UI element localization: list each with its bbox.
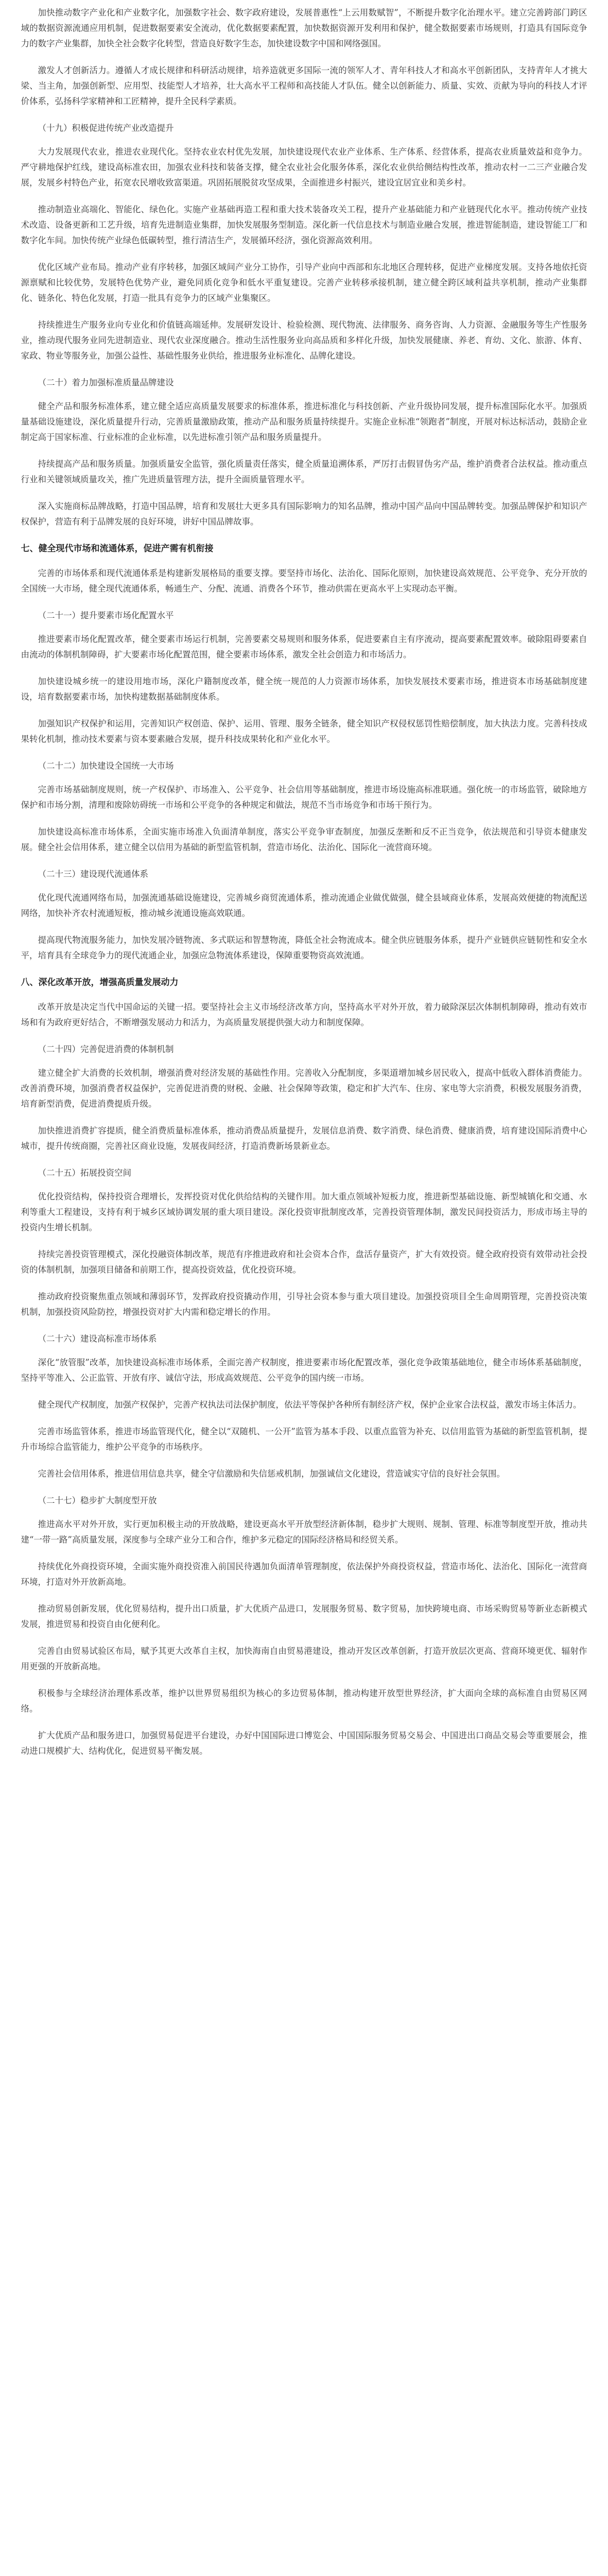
subsection-heading: （二十）着力加强标准质量品牌建设	[38, 378, 174, 387]
paragraph: 推动制造业高端化、智能化、绿色化。实施产业基础再造工程和重大技术装备攻关工程，提升产业基础能力和产业链现代化水平。推动传统产业技术改造、设备更新和工艺升级，培育先进制造业集群，加快发展服务型制造。深化新一代信息技术与制造业融合发展，推进智能制造，建设智能工厂和数字化车间。加快传统产业绿色低碳转型，推行清洁生产，发展循环经济，强化资源高效利用。	[21, 205, 587, 245]
subsection-heading: （二十三）建设现代流通体系	[38, 869, 148, 879]
paragraph: 推进高水平对外开放，实行更加积极主动的开放战略，建设更高水平开放型经济新体制，稳步扩大规则、规制、管理、标准等制度型开放，推动共建“一带一路”高质量发展，深度参与全球产业分工和合作，维护多元稳定的国际经济格局和经贸关系。	[21, 1519, 587, 1545]
paragraph: 加强知识产权保护和运用，完善知识产权创造、保护、运用、管理、服务全链条，健全知识产权侵权惩罚性赔偿制度，加大执法力度。完善科技成果转化机制，推动技术要素与资本要素融合发展，提升科技成果转化和产业化水平。	[21, 719, 587, 744]
paragraph: 加快推动数字产业化和产业数字化，加强数字社会、数字政府建设，发展普惠性“上云用数赋智”，不断提升数字化治理水平。建立完善跨部门跨区域的数据资源流通应用机制，促进数据要素安全流动，优化数据要素配置，加快数据资源开发利用和保护，健全数据要素市场规则，打造具有国际竞争力的数字产业集群，加快全社会数字化转型，营造良好数字生态，加快建设数字中国和网络强国。	[21, 8, 587, 48]
subsection-heading: （二十四）完善促进消费的体制机制	[38, 1044, 174, 1054]
paragraph: 推进要素市场化配置改革，健全要素市场运行机制，完善要素交易规则和服务体系，促进要素自主有序流动，提高要素配置效率。破除阻碍要素自由流动的体制机制障碍，扩大要素市场化配置范围，健全要素市场体系，激发全社会创造力和市场活力。	[21, 634, 587, 659]
paragraph: 健全现代产权制度，加强产权保护，完善产权执法司法保护制度，依法平等保护各种所有制经济产权，保护企业家合法权益，激发市场主体活力。	[38, 1400, 582, 1410]
paragraph: 优化区域产业布局。推动产业有序转移，加强区域间产业分工协作，引导产业向中西部和东北地区合理转移，促进产业梯度发展。支持各地依托资源禀赋和比较优势，发展特色优势产业，避免同质化竞争和低水平重复建设。完善产业转移承接机制，建立健全跨区域利益共享机制，推动产业集群化、链条化、特色化发展，打造一批具有竞争力的区域产业集聚区。	[21, 262, 587, 303]
paragraph: 持续优化外商投资环境，全面实施外商投资准入前国民待遇加负面清单管理制度，依法保护外商投资权益，营造市场化、法治化、国际化一流营商环境，打造对外开放新高地。	[21, 1562, 587, 1587]
paragraph: 持续完善投资管理模式，深化投融资体制改革，规范有序推进政府和社会资本合作，盘活存量资产，扩大有效投资。健全政府投资有效带动社会投资的体制机制，加强项目储备和前期工作，提高投资效益，优化投资环境。	[21, 1249, 587, 1275]
subsection-heading: （二十五）拓展投资空间	[38, 1168, 131, 1178]
paragraph: 改革开放是决定当代中国命运的关键一招。要坚持社会主义市场经济改革方向，坚持高水平对外开放，着力破除深层次体制机制障碍，推动有效市场和有为政府更好结合，不断增强发展动力和活力，为高质量发展提供强大动力和制度保障。	[21, 1002, 587, 1027]
document-body	[21, 0, 587, 1759]
paragraph: 完善社会信用体系，推进信用信息共享，健全守信激励和失信惩戒机制，加强诚信文化建设，营造诚实守信的良好社会氛围。	[38, 1469, 505, 1479]
subsection-heading: （二十一）提升要素市场化配置水平	[38, 611, 174, 620]
paragraph: 大力发展现代农业，推进农业现代化。坚持农业农村优先发展，加快建设现代农业产业体系、生产体系、经营体系，提高农业质量效益和竞争力。严守耕地保护红线，建设高标准农田，加强农业科技和装备支撑，健全农业社会化服务体系，深化农业供给侧结构性改革，推动农村一二三产业融合发展，发展乡村特色产业，拓宽农民增收致富渠道。巩固拓展脱贫攻坚成果，全面推进乡村振兴，建设宜居宜业和美乡村。	[21, 147, 587, 188]
paragraph: 积极参与全球经济治理体系改革，维护以世界贸易组织为核心的多边贸易体制，推动构建开放型世界经济，扩大面向全球的高标准自由贸易区网络。	[21, 1688, 587, 1714]
paragraph: 加快建设高标准市场体系，全面实施市场准入负面清单制度，落实公平竞争审查制度，加强反垄断和反不正当竞争，依法规范和引导资本健康发展。健全社会信用体系，建立健全以信用为基础的新型监管机制，营造市场化、法治化、国际化一流营商环境。	[21, 827, 587, 852]
paragraph: 建立健全扩大消费的长效机制，增强消费对经济发展的基础性作用。完善收入分配制度，多渠道增加城乡居民收入，提高中低收入群体消费能力。改善消费环境，加强消费者权益保护，完善促进消费的财税、金融、社会保障等政策，稳定和扩大汽车、住房、家电等大宗消费，积极发展服务消费，培育新型消费，促进消费提质升级。	[21, 1068, 587, 1109]
paragraph: 加快建设城乡统一的建设用地市场，深化户籍制度改革，健全统一规范的人力资源市场体系，加快发展技术要素市场，推进资本市场基础制度建设，培育数据要素市场，加快构建数据基础制度体系。	[21, 676, 587, 702]
paragraph: 深化“放管服”改革，加快建设高标准市场体系，全面完善产权制度，推进要素市场化配置改革，强化竞争政策基础地位，健全市场体系基础制度，坚持平等准入、公正监管、开放有序、诚信守法，形成高效规范、公平竞争的国内统一市场。	[21, 1358, 587, 1383]
section-heading: 七、健全现代市场和流通体系，促进产需有机衔接	[21, 544, 214, 554]
paragraph: 完善市场基础制度规则，统一产权保护、市场准入、公平竞争、社会信用等基础制度，推进市场设施高标准联通。强化统一的市场监管，破除地方保护和市场分割，清理和废除妨碍统一市场和公平竞争的各种规定和做法，规范不当市场竞争和市场干预行为。	[21, 785, 587, 810]
paragraph: 扩大优质产品和服务进口，加强贸易促进平台建设，办好中国国际进口博览会、中国国际服务贸易交易会、中国进出口商品交易会等重要展会，推动进口规模扩大、结构优化，促进贸易平衡发展。	[21, 1731, 587, 1756]
paragraph: 健全产品和服务标准体系，建立健全适应高质量发展要求的标准体系，推进标准化与科技创新、产业升级协同发展，提升标准国际化水平。加强质量基础设施建设，深化质量提升行动，完善质量激励政策，推动产品和服务质量持续提升。实施企业标准“领跑者”制度，开展对标达标活动，鼓励企业制定高于国家标准、行业标准的企业标准，以先进标准引领产品和服务质量提升。	[21, 401, 587, 442]
paragraph: 优化现代流通网络布局，加强流通基础设施建设，完善城乡商贸流通体系，推动流通企业做优做强，健全县域商业体系，发展高效便捷的物流配送网络，加快补齐农村流通短板，推动城乡流通设施高效联通。	[21, 893, 587, 918]
paragraph: 激发人才创新活力。遵循人才成长规律和科研活动规律，培养造就更多国际一流的领军人才、青年科技人才和高水平创新团队，支持青年人才挑大梁、当主角，加强创新型、应用型、技能型人才培养，壮大高水平工程师和高技能人才队伍。健全以创新能力、质量、实效、贡献为导向的科技人才评价体系，弘扬科学家精神和工匠精神，提升全民科学素质。	[21, 65, 587, 106]
subsection-heading: （二十二）加快建设全国统一大市场	[38, 761, 174, 771]
section-heading: 八、深化改革开放，增强高质量发展动力	[21, 977, 179, 988]
paragraph: 深入实施商标品牌战略，打造中国品牌，培育和发展壮大更多具有国际影响力的知名品牌，推动中国产品向中国品牌转变。加强品牌保护和知识产权保护，营造有利于品牌发展的良好环境，讲好中国品牌故事。	[21, 501, 587, 527]
paragraph: 持续推进生产服务业向专业化和价值链高端延伸。发展研发设计、检验检测、现代物流、法律服务、商务咨询、人力资源、金融服务等生产性服务业，推动现代服务业同先进制造业、现代农业深度融合。推动生活性服务业向高品质和多样化升级，加快发展健康、养老、育幼、文化、旅游、体育、家政、物业等服务业，加强公益性、基础性服务业供给，推进服务业标准化、品牌化建设。	[21, 320, 587, 361]
paragraph: 推动贸易创新发展，优化贸易结构，提升出口质量，扩大优质产品进口，发展服务贸易、数字贸易，加快跨境电商、市场采购贸易等新业态新模式发展，推进贸易和投资自由化便利化。	[21, 1604, 587, 1629]
subsection-heading: （十九）积极促进传统产业改造提升	[38, 123, 174, 133]
paragraph: 推动政府投资聚焦重点领域和薄弱环节，发挥政府投资撬动作用，引导社会资本参与重大项目建设。加强投资项目全生命周期管理，完善投资决策机制，加强投资风险防控，增强投资对扩大内需和稳定增长的作用。	[21, 1292, 587, 1317]
paragraph: 优化投资结构，保持投资合理增长，发挥投资对优化供给结构的关键作用。加大重点领域补短板力度，推进新型基础设施、新型城镇化和交通、水利等重大工程建设，支持有利于城乡区域协调发展的重大项目建设。深化投资审批制度改革，完善投资管理体制，激发民间投资活力，形成市场主导的投资内生增长机制。	[21, 1192, 587, 1232]
paragraph: 完善市场监管体系，推进市场监管现代化，健全以“双随机、一公开”监管为基本手段、以重点监管为补充、以信用监管为基础的新型监管机制，提升市场综合监管能力，维护公平竞争的市场秩序。	[21, 1427, 587, 1452]
paragraph: 提高现代物流服务能力，加快发展冷链物流、多式联运和智慧物流，降低全社会物流成本。健全供应链服务体系，提升产业链供应链韧性和安全水平，培育具有全球竞争力的现代流通企业，加强应急物流体系建设，保障重要物资高效流通。	[21, 935, 587, 960]
paragraph: 加快推进消费扩容提质，健全消费质量标准体系，推动消费品质量提升，发展信息消费、数字消费、绿色消费、健康消费，培育建设国际消费中心城市，提升传统商圈，完善社区商业设施，发展夜间经济，打造消费新场景新业态。	[21, 1126, 587, 1151]
paragraph: 完善的市场体系和现代流通体系是构建新发展格局的重要支撑。要坚持市场化、法治化、国际化原则，加快建设高效规范、公平竞争、充分开放的全国统一大市场，健全现代流通体系，畅通生产、分配、流通、消费各个环节，推动供需在更高水平上实现动态平衡。	[21, 568, 587, 594]
paragraph: 持续提高产品和服务质量。加强质量安全监管，强化质量责任落实，健全质量追溯体系，严厉打击假冒伪劣产品，维护消费者合法权益。推动重点行业和关键领域质量攻关，推广先进质量管理方法，提升全面质量管理水平。	[21, 459, 587, 484]
paragraph: 完善自由贸易试验区布局，赋予其更大改革自主权，加快海南自由贸易港建设，推动开发区改革创新，打造开放层次更高、营商环境更优、辐射作用更强的开放新高地。	[21, 1646, 587, 1671]
subsection-heading: （二十六）建设高标准市场体系	[38, 1334, 157, 1344]
subsection-heading: （二十七）稳步扩大制度型开放	[38, 1496, 157, 1505]
